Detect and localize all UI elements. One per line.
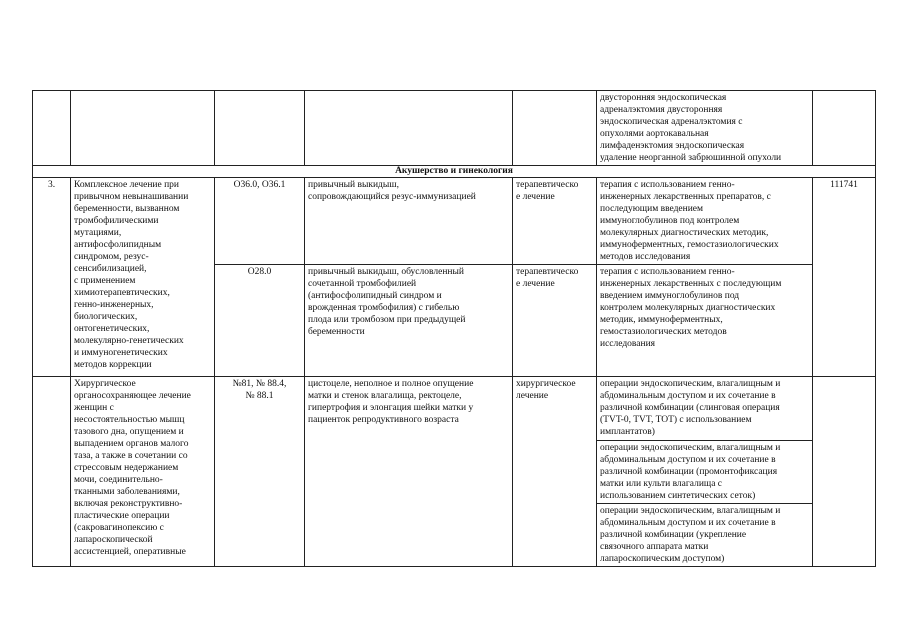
medical-care-table-page: [32, 90, 875, 567]
codes-cell: [215, 377, 305, 567]
table-row: [33, 377, 876, 441]
method-text: операции эндоскопическим, влагалищным и абдоминальным доступом и их сочетание в различной комбинации (укрепление связочного аппарата матки лапароскопическим доступом): [600, 506, 781, 564]
method-cell: [597, 178, 813, 265]
method-cell: [597, 265, 813, 377]
treatment-text: терапевтическо е лечение: [516, 267, 579, 289]
price-cell: 111741: [813, 178, 876, 377]
method-cell: [597, 377, 813, 441]
model-text: цистоцеле, неполное и полное опущение матки и стенок влагалища, ректоцеле, гипертрофия и элонгация шейки матки у пациенток репродуктивного возраста: [308, 379, 474, 425]
price-cell: [813, 377, 876, 567]
name-cell: [71, 377, 215, 567]
model-cell: [305, 178, 513, 265]
table-row: [33, 91, 876, 166]
price-cell: [813, 91, 876, 166]
method-cell: [597, 441, 813, 504]
name-cell: [71, 178, 215, 377]
method-cell: [597, 91, 813, 166]
codes-cell: [215, 178, 305, 265]
method-text: двусторонняя эндоскопическая адреналэктомия двусторонняя эндоскопическая адреналэктомия с опухолями аортокавальная лимфаденэктомия эндоскопическая удаление неорганной забрюшинной опухоли: [600, 93, 782, 163]
method-text: терапия с использованием генно- инженерных лекарственных с последующим введением иммуноглобулинов под контролем молекулярных диагностических методик, иммуноферментных, гемостазиологических методов исследования: [600, 267, 782, 349]
method-text: терапия с использованием генно- инженерных лекарственных препаратов, с последующим введением иммуноглобулинов под контролем молекулярных диагностических методик, иммуноферментных, гемостазиологических методов исследования: [600, 180, 779, 262]
treatment-cell: [513, 377, 597, 567]
codes-text: O28.0: [247, 267, 272, 277]
name-text: Комплексное лечение при привычном невынашивании беременности, вызванном тромбофилическими мутациями, антифосфолипидным синдромом, резус- сенсибилизацией, с применением химиотерапевтических, генно-инженерных, биологических, онтогенетических, молекулярно-генетических и иммуногенетических методов коррекции: [74, 180, 189, 370]
number-cell: [33, 91, 71, 166]
model-cell: [305, 91, 513, 166]
method-text: операции эндоскопическим, влагалищным и абдоминальным доступом и их сочетание в различной комбинации (слинговая операция (TVT-0, TVT, TOT) с использованием имплантатов): [600, 379, 781, 437]
codes-text: №81, № 88.4, № 88.1: [232, 379, 287, 401]
medical-care-table: [32, 90, 876, 567]
method-text: операции эндоскопическим, влагалищным и абдоминальным доступом и их сочетание в различной комбинации (промонтофиксация матки или культи влагалища с использованием синтетических сеток): [600, 443, 781, 501]
treatment-text: хирургическое лечение: [516, 379, 576, 401]
codes-cell: [215, 91, 305, 166]
number-cell: 3.: [33, 178, 71, 377]
codes-cell: [215, 265, 305, 377]
method-cell: [597, 504, 813, 567]
model-text: привычный выкидыш, обусловленный сочетанной тромбофилией (антифосфолипидный синдром и врожденная тромбофилия) с гибелью плода или тромбозом при предыдущей беременности: [308, 267, 466, 337]
model-cell: [305, 377, 513, 567]
section-row: [33, 166, 876, 178]
treatment-cell: [513, 91, 597, 166]
table-row: [33, 178, 876, 265]
name-text: Хирургическое органосохраняющее лечение женщин с несостоятельностью мышц тазового дна, опущением и выпадением органов малого таза, а также в сочетании со стрессовым недержанием мочи, соединительно- тканными заболеваниями, включая реконструктивно- пластические операции (сакровагинопексию с лапароскопической ассистенцией, оперативные: [74, 379, 191, 557]
treatment-cell: [513, 265, 597, 377]
treatment-cell: [513, 178, 597, 265]
treatment-text: терапевтическо е лечение: [516, 180, 579, 202]
number-cell: [33, 377, 71, 567]
name-cell: [71, 91, 215, 166]
model-text: привычный выкидыш, сопровождающийся резус-иммунизацией: [308, 180, 476, 202]
codes-text: O36.0, O36.1: [233, 180, 286, 190]
model-cell: [305, 265, 513, 377]
section-title: Акушерство и гинекология: [33, 166, 876, 178]
